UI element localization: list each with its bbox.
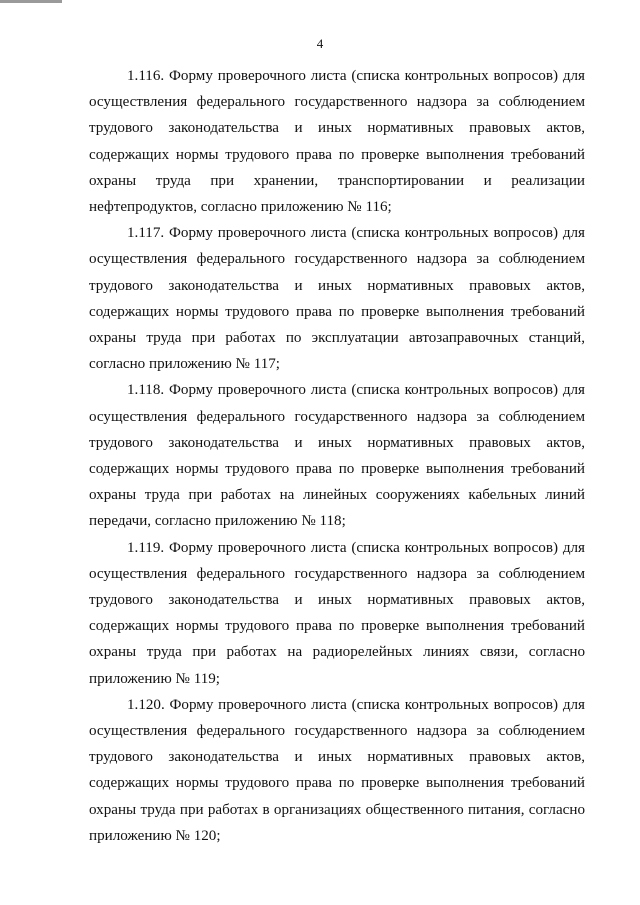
scan-edge-mark [0, 0, 62, 3]
document-body [89, 63, 585, 849]
list-item-1-118: 1.118. Форму проверочного листа (списка контрольных вопросов) для осуществления федерального государственного надзора за соблюдением трудового законодательства и иных нормативных правовых актов, содержащих нормы трудового права по проверке выполнения требований охраны труда при работах на линейных сооружениях кабельных линий передачи, согласно приложению № 118; [89, 382, 585, 530]
page-number: 4 [316, 36, 324, 51]
list-item-1-117: 1.117. Форму проверочного листа (списка контрольных вопросов) для осуществления федерального государственного надзора за соблюдением трудового законодательства и иных нормативных правовых актов, содержащих нормы трудового права по проверке выполнения требований охраны труда при работах по эксплуатации автозаправочных станций, согласно приложению № 117; [89, 225, 585, 373]
list-item-1-116: 1.116. Форму проверочного листа (списка контрольных вопросов) для осуществления федерального государственного надзора за соблюдением трудового законодательства и иных нормативных правовых актов, содержащих нормы трудового права по проверке выполнения требований охраны труда при хранении, транспортировании и реализации нефтепродуктов, согласно приложению № 116; [89, 68, 585, 216]
list-item-1-120: 1.120. Форму проверочного листа (списка контрольных вопросов) для осуществления федерального государственного надзора за соблюдением трудового законодательства и иных нормативных правовых актов, содержащих нормы трудового права по проверке выполнения требований охраны труда при работах в организациях общественного питания, согласно приложению № 120; [89, 696, 585, 844]
list-item-1-119: 1.119. Форму проверочного листа (списка контрольных вопросов) для осуществления федерального государственного надзора за соблюдением трудового законодательства и иных нормативных правовых актов, содержащих нормы трудового права по проверке выполнения требований охраны труда при работах на радиорелейных линиях связи, согласно приложению № 119; [89, 539, 585, 687]
